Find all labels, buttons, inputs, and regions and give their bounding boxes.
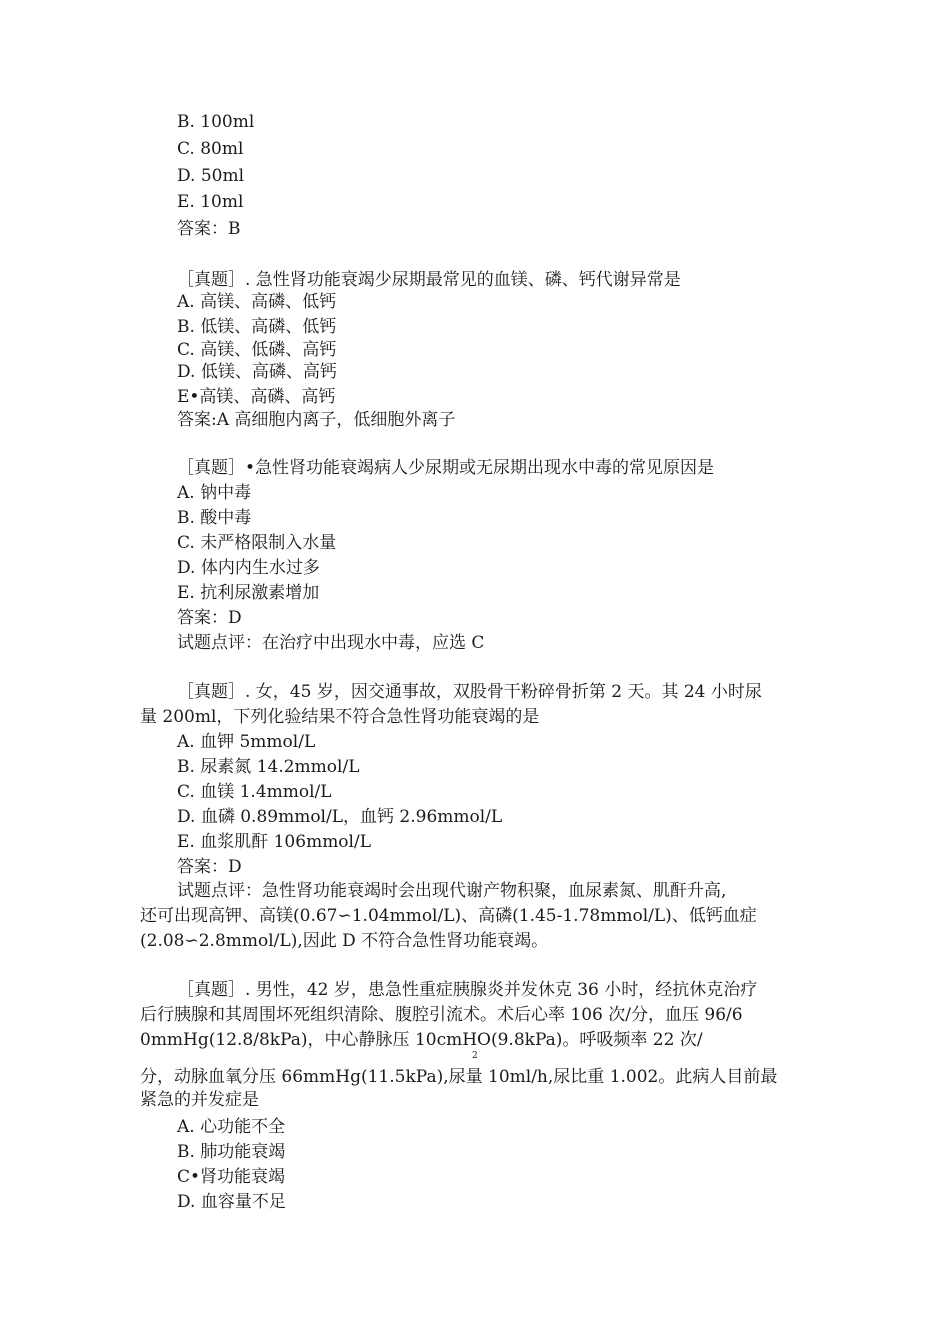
- option-a: A. 高镁、高磷、低钙: [177, 292, 337, 312]
- comment: 试题点评：在治疗中出现水中毒，应选 C: [177, 633, 485, 653]
- comment: 试题点评：急性肾功能衰竭时会出现代谢产物积聚，血尿素氮、肌酐升高,: [177, 881, 727, 901]
- question-stem: 分，动脉血氧分压 66mmHg(11.5kPa),尿量 10ml/h,尿比重 1.002。此病人目前最: [140, 1067, 778, 1087]
- question-stem: 后行胰腺和其周围坏死组织清除、腹腔引流术。术后心率 106 次/分，血压 96/6: [140, 1005, 743, 1025]
- option-c: C. 血镁 1.4mmol/L: [177, 782, 332, 802]
- answer: 答案：D: [177, 857, 242, 877]
- comment: 还可出现高钾、高镁(0.67∽1.04mmol/L)、高磷(1.45-1.78mmol/L)、低钙血症: [140, 906, 757, 926]
- option-a: A. 血钾 5mmol/L: [177, 732, 316, 752]
- option-d: D. 低镁、高磷、高钙: [177, 362, 337, 382]
- option-b: B. 100ml: [177, 112, 255, 132]
- option-a: A. 钠中毒: [177, 483, 252, 503]
- answer: 答案:A 高细胞内离子，低细胞外离子: [177, 410, 456, 430]
- option-c: C. 80ml: [177, 139, 244, 159]
- option-e: E. 抗利尿激素增加: [177, 583, 320, 603]
- option-b: B. 酸中毒: [177, 508, 252, 528]
- answer: 答案：B: [177, 219, 241, 239]
- question-stem: 量 200ml，下列化验结果不符合急性肾功能衰竭的是: [140, 707, 540, 727]
- option-b: B. 尿素氮 14.2mmol/L: [177, 757, 360, 777]
- option-e: E•高镁、高磷、高钙: [177, 387, 336, 407]
- option-c: C. 未严格限制入水量: [177, 533, 337, 553]
- question-stem: ［真题］. 女，45 岁，因交通事故，双股骨干粉碎骨折第 2 天。其 24 小时尿: [177, 682, 762, 702]
- question-stem: 0mmHg(12.8/8kPa)，中心静脉压 10cmHO(9.8kPa)。呼吸频率 22 次/: [140, 1030, 703, 1050]
- option-d: D. 体内内生水过多: [177, 558, 320, 578]
- question-stem: ［真题］•急性肾功能衰竭病人少尿期或无尿期出现水中毒的常见原因是: [177, 458, 715, 478]
- subscript: 2: [472, 1051, 478, 1061]
- question-stem: 紧急的并发症是: [140, 1090, 259, 1110]
- option-d: D. 50ml: [177, 166, 245, 186]
- option-b: B. 肺功能衰竭: [177, 1142, 286, 1162]
- option-d: D. 血磷 0.89mmol/L，血钙 2.96mmol/L: [177, 807, 503, 827]
- answer: 答案：D: [177, 608, 242, 628]
- question-stem: ［真题］. 急性肾功能衰竭少尿期最常见的血镁、磷、钙代谢异常是: [177, 270, 681, 290]
- option-c: C•肾功能衰竭: [177, 1167, 286, 1187]
- option-e: E. 血浆肌酐 106mmol/L: [177, 832, 371, 852]
- comment: (2.08∽2.8mmol/L),因此 D 不符合急性肾功能衰竭。: [140, 931, 549, 951]
- option-b: B. 低镁、高磷、低钙: [177, 317, 337, 337]
- question-stem: ［真题］. 男性，42 岁，患急性重症胰腺炎并发休克 36 小时，经抗休克治疗: [177, 980, 758, 1000]
- option-c: C. 高镁、低磷、高钙: [177, 340, 337, 360]
- option-a: A. 心功能不全: [177, 1117, 286, 1137]
- option-d: D. 血容量不足: [177, 1192, 286, 1212]
- option-e: E. 10ml: [177, 192, 244, 212]
